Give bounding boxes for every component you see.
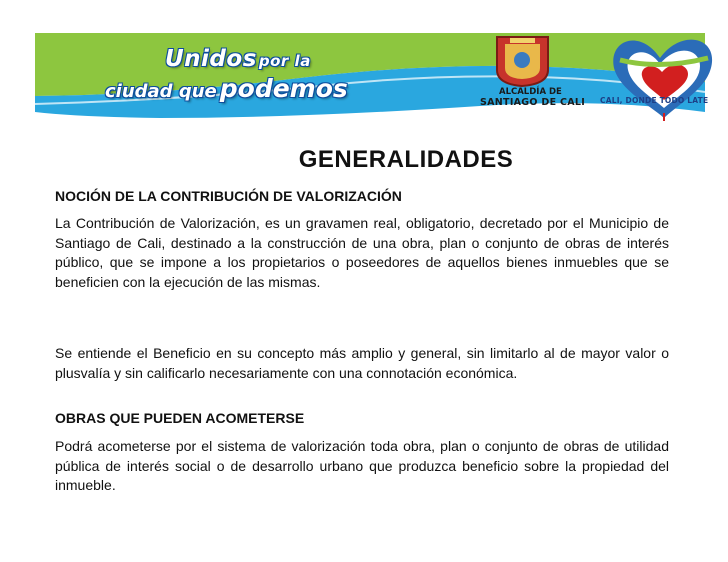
coat-of-arms-icon bbox=[497, 37, 548, 86]
alcaldia-line-1: ALCALDÍA DE bbox=[499, 87, 562, 97]
paragraph-nocion: La Contribución de Valorización, es un gravamen real, obligatorio, decretado por el Municipio de Santiago de Cali, destinado a la construcción de una obra, plan o conjunto de obras de interés público, que se impone a los propietarios o poseedores de aquellos bienes inmuebles que se beneficien con la ejecución de las mismas. bbox=[55, 215, 669, 290]
cali-tagline: CALI, DONDE TODO LATE bbox=[600, 96, 709, 105]
header-banner bbox=[0, 0, 728, 140]
paragraph-beneficio: Se entiende el Beneficio en su concepto más amplio y general, sin limitarlo al de mayor valor o plusvalía y sin calificarlo necesariamente con una connotación económica. bbox=[55, 345, 669, 381]
slogan-ciudad-que: ciudad que bbox=[105, 81, 217, 102]
red-accent-mark bbox=[663, 113, 665, 121]
section-heading-obras: OBRAS QUE PUEDEN ACOMETERSE bbox=[55, 410, 305, 426]
section-heading-nocion: NOCIÓN DE LA CONTRIBUCIÓN DE VALORIZACIÓN bbox=[55, 188, 402, 204]
page-title: GENERALIDADES bbox=[298, 146, 514, 173]
alcaldia-line-2: SANTIAGO DE CALI bbox=[480, 97, 586, 108]
slogan-line-1 bbox=[165, 46, 311, 72]
slogan-podemos: podemos bbox=[219, 74, 348, 103]
slogan-por-la: por la bbox=[258, 52, 311, 70]
slogan-line-2 bbox=[105, 74, 348, 103]
slogan-unidos: Unidos bbox=[165, 46, 257, 72]
paragraph-obras: Podrá acometerse por el sistema de valorización toda obra, plan o conjunto de obras de utilidad pública de interés social o de desarrollo urbano que produzca beneficio sobre la propiedad del inmueble. bbox=[55, 438, 669, 493]
